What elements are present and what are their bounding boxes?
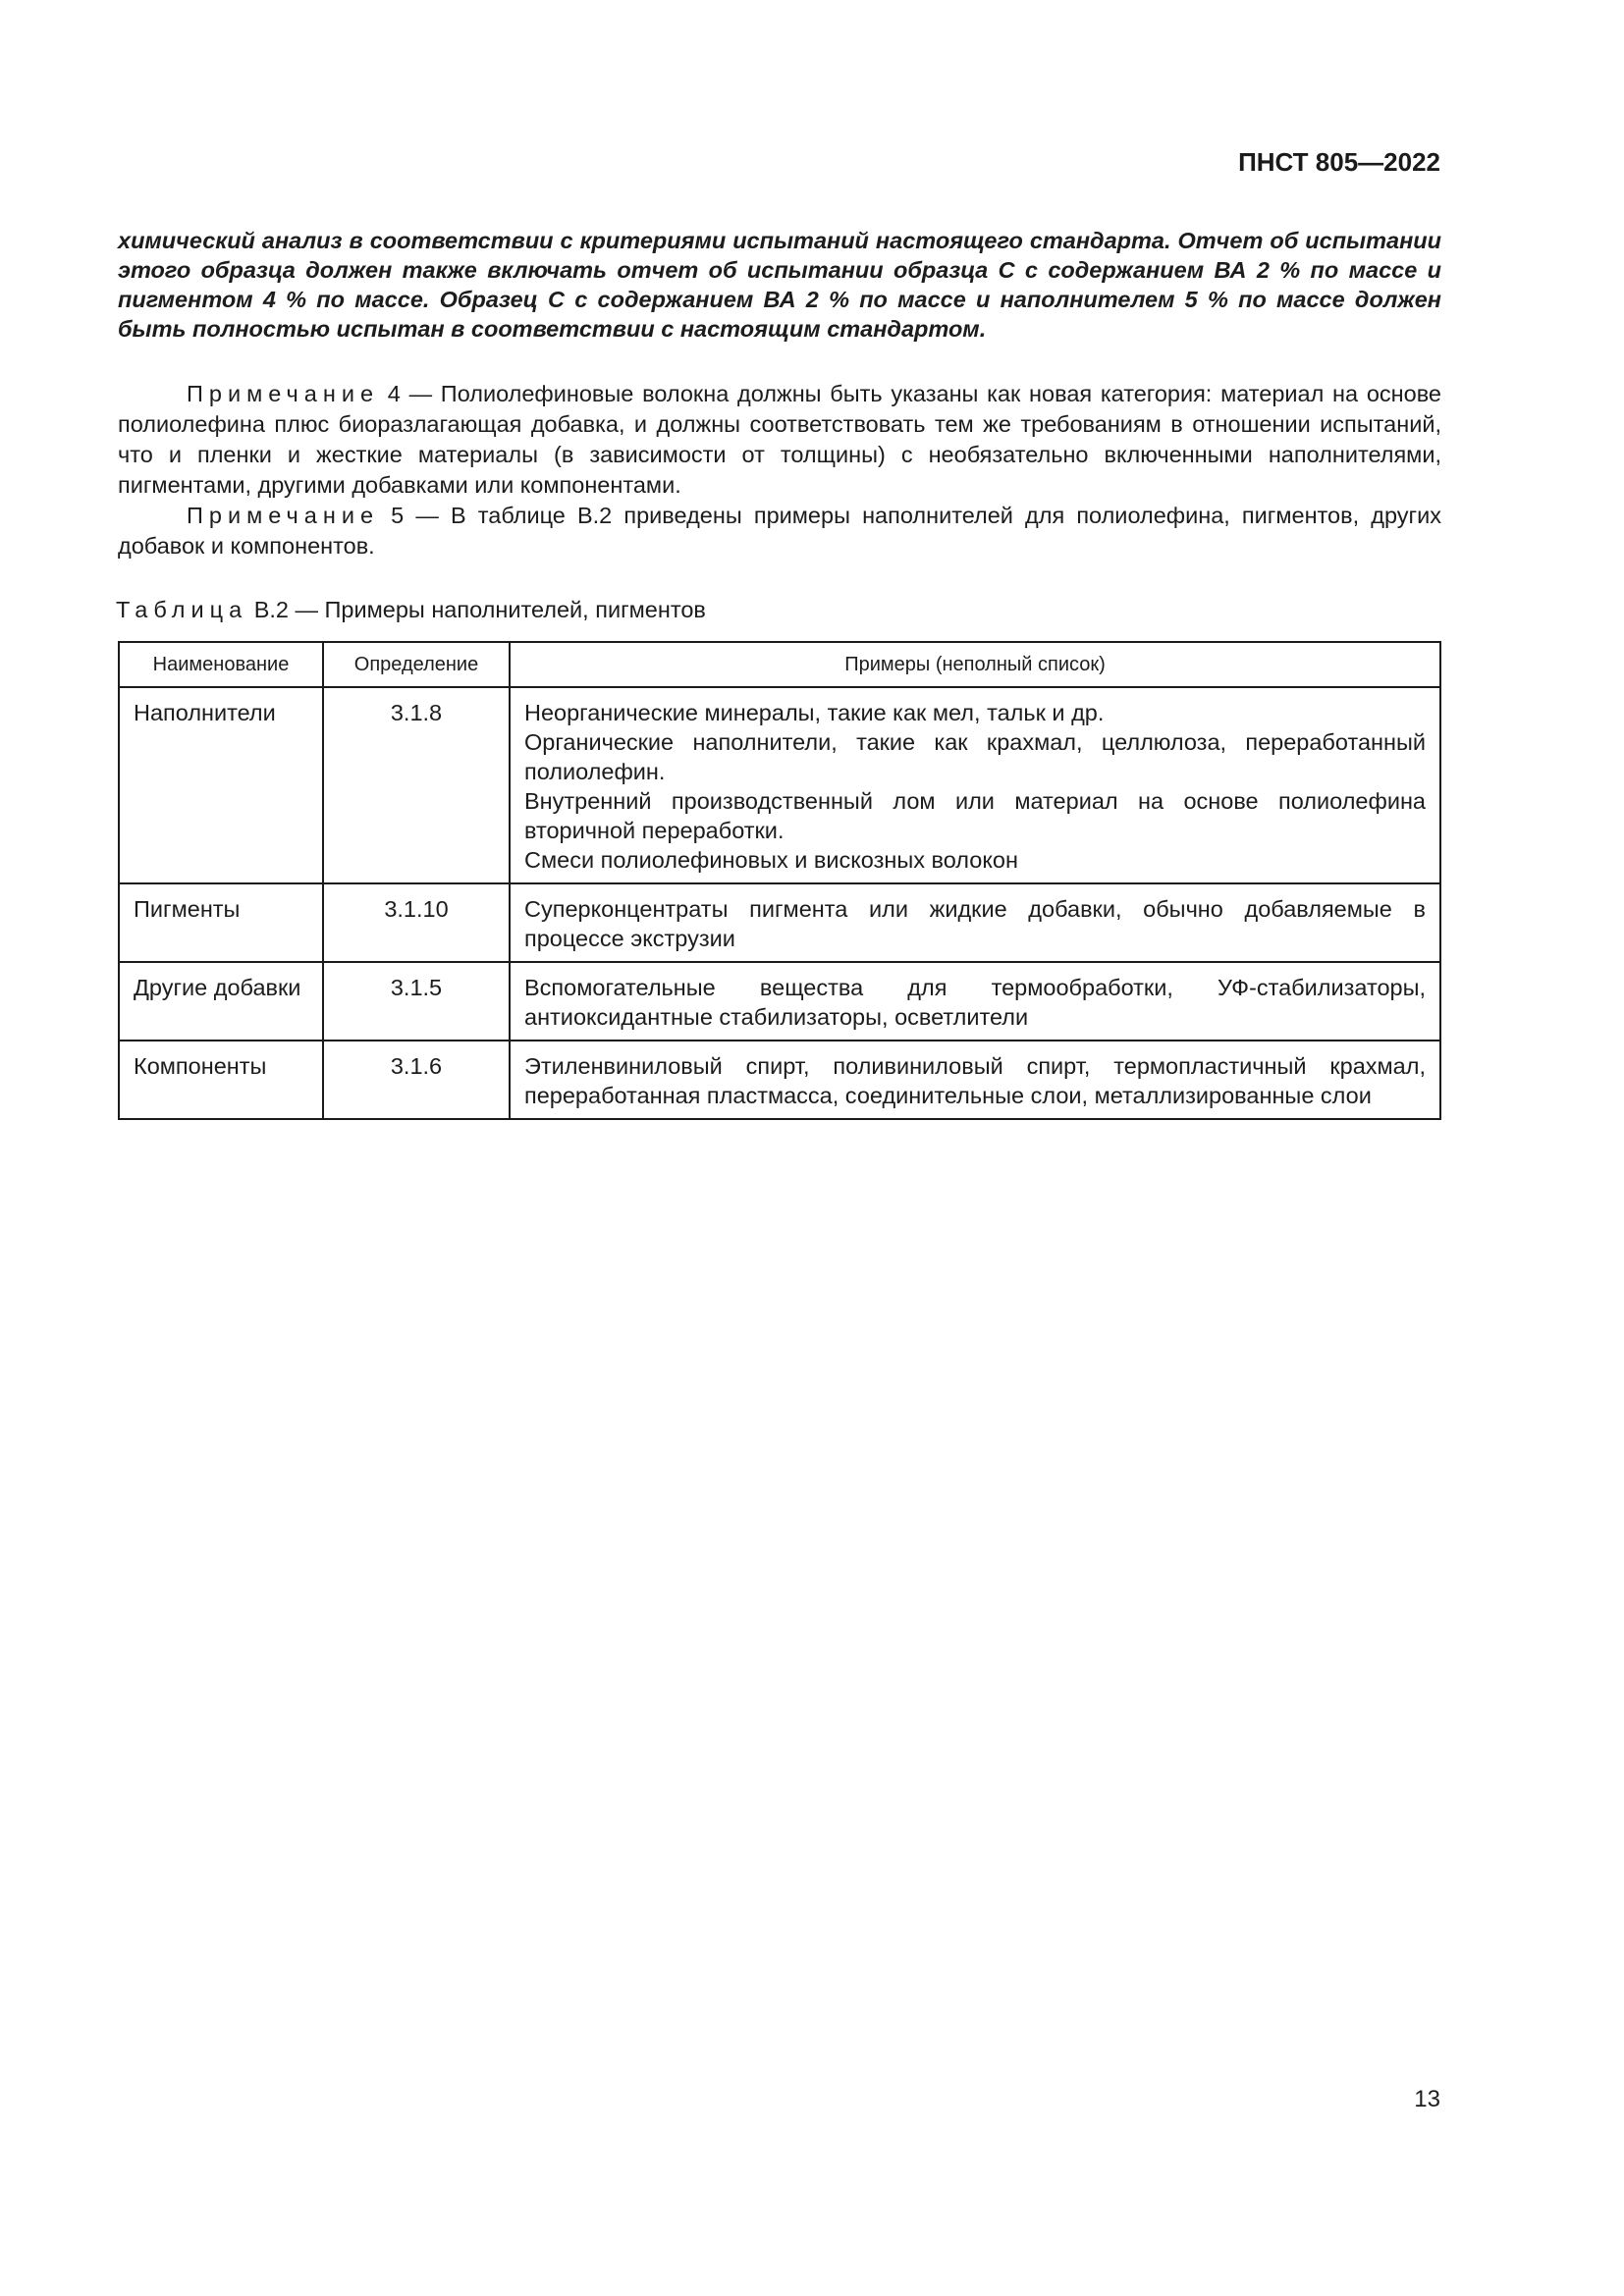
example-line: Вспомогательные вещества для термообработки, УФ-стабилизаторы, антиоксидантные стабилизаторы, осветлители: [524, 975, 1426, 1030]
note-4: [118, 379, 1441, 501]
cell-name: Другие добавки: [119, 962, 323, 1041]
cell-examples: [510, 687, 1440, 883]
table-caption-label: Таблица: [116, 597, 248, 622]
note-text: — В таблице В.2 приведены примеры наполнителей для полиолефина, пигментов, других добавок и компонентов.: [118, 503, 1441, 559]
cell-definition: 3.1.10: [323, 883, 510, 962]
cell-definition: 3.1.6: [323, 1041, 510, 1119]
cell-examples: [510, 1041, 1440, 1119]
cell-name: Пигменты: [119, 883, 323, 962]
header-name: Наименование: [119, 642, 323, 687]
table-caption-text: В.2 — Примеры наполнителей, пигментов: [253, 597, 706, 622]
note-text: — Полиолефиновые волокна должны быть указаны как новая категория: материал на основе полиолефина плюс биоразлагающая добавка, и должны соответствовать тем же требованиям в отношении испытаний, что и пленки и жесткие материалы (в зависимости от толщины) с необязательно включенными наполнителями, пигментами, другими добавками или компонентами.: [118, 381, 1441, 498]
example-line: Суперконцентраты пигмента или жидкие добавки, обычно добавляемые в процессе экструзии: [524, 896, 1426, 951]
page-number: 13: [1414, 2086, 1440, 2112]
intro-paragraph: химический анализ в соответствии с критериями испытаний настоящего стандарта. Отчет об испытании этого образца должен также включать отчет об испытании образца С с содержанием ВА 2 % по массе и пигментом 4 % по массе. Образец С с содержанием ВА 2 % по массе и наполнителем 5 % по массе должен быть полностью испытан в соответствии с настоящим стандартом.: [118, 228, 1441, 342]
example-line: Смеси полиолефиновых и вискозных волокон: [524, 847, 1018, 873]
cell-examples: [510, 962, 1440, 1041]
cell-examples: [510, 883, 1440, 962]
table-row: [119, 883, 1440, 962]
cell-name: Компоненты: [119, 1041, 323, 1119]
note-5: [118, 501, 1441, 561]
example-line: Внутренний производственный лом или материал на основе полиолефина вторичной переработки.: [524, 788, 1426, 843]
cell-name: Наполнители: [119, 687, 323, 883]
document-code: ПНСТ 805—2022: [1238, 147, 1440, 177]
example-line: Органические наполнители, такие как крахмал, целлюлоза, переработанный полиолефин.: [524, 729, 1426, 784]
table-caption: [116, 597, 706, 623]
note-number: 5: [391, 503, 405, 528]
cell-definition: 3.1.5: [323, 962, 510, 1041]
table-row: [119, 687, 1440, 883]
table-row: [119, 962, 1440, 1041]
table-row: [119, 1041, 1440, 1119]
table-header-row: [119, 642, 1440, 687]
note-number: 4: [387, 381, 401, 406]
note-label: Примечание: [187, 503, 380, 528]
cell-definition: 3.1.8: [323, 687, 510, 883]
example-line: Этиленвиниловый спирт, поливиниловый спирт, термопластичный крахмал, переработанная пластмасса, соединительные слои, металлизированные слои: [524, 1053, 1426, 1108]
note-label: Примечание: [187, 381, 380, 406]
header-definition: Определение: [323, 642, 510, 687]
examples-table: [118, 641, 1441, 1120]
header-examples: Примеры (неполный список): [510, 642, 1440, 687]
example-line: Неорганические минералы, такие как мел, тальк и др.: [524, 700, 1105, 725]
